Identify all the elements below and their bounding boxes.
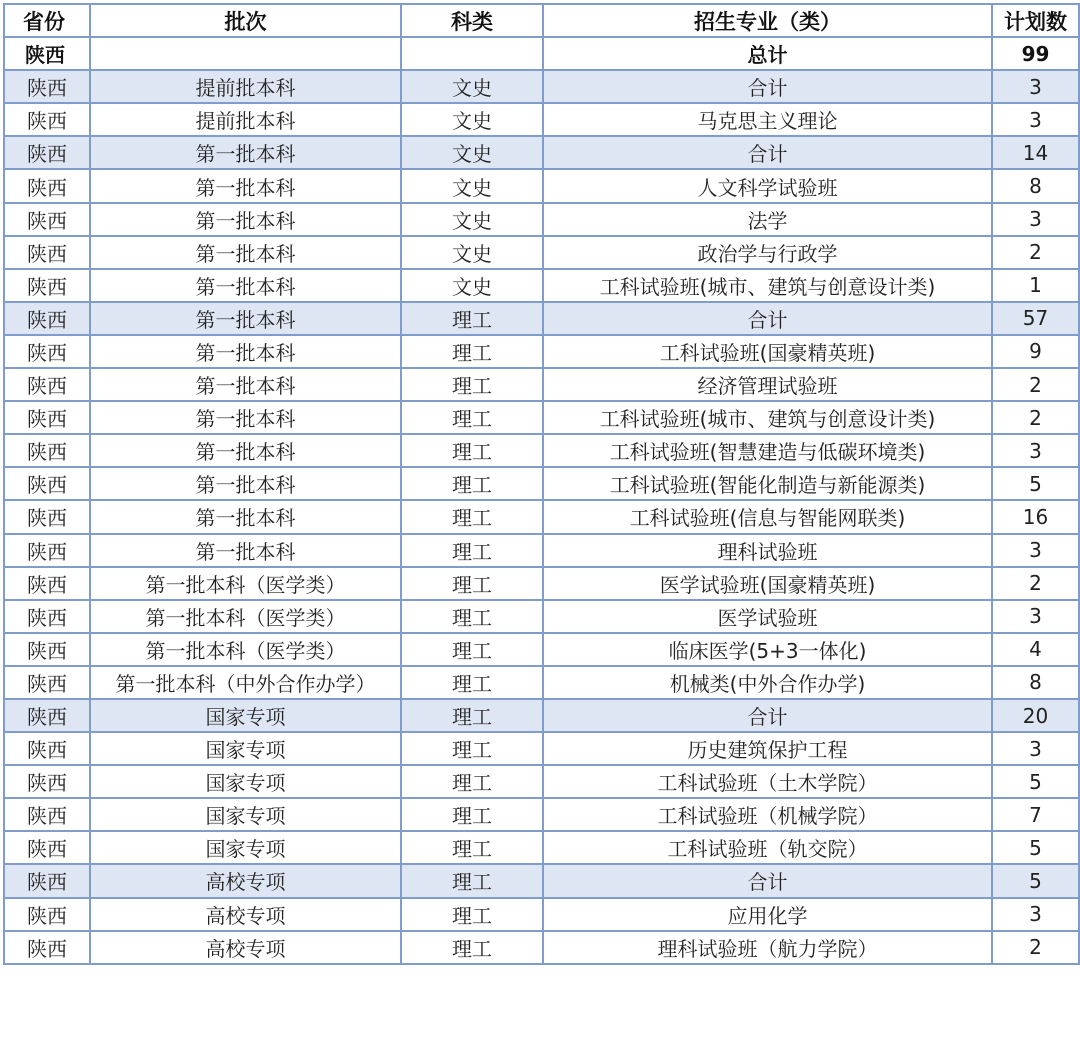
cell-batch: 第一批本科（医学类）	[90, 567, 401, 600]
cell-category: 文史	[401, 70, 543, 103]
table-row	[4, 534, 1079, 567]
cell-batch: 高校专项	[90, 864, 401, 897]
cell-province: 陕西	[4, 898, 90, 931]
cell-major: 政治学与行政学	[543, 236, 992, 269]
cell-plan: 1	[992, 269, 1079, 302]
cell-major: 理科试验班	[543, 534, 992, 567]
cell-plan: 3	[992, 434, 1079, 467]
cell-batch: 国家专项	[90, 732, 401, 765]
table-row	[4, 633, 1079, 666]
table-row	[4, 798, 1079, 831]
cell-plan: 8	[992, 666, 1079, 699]
table-row	[4, 368, 1079, 401]
total-category	[401, 37, 543, 70]
table-row	[4, 269, 1079, 302]
cell-major: 合计	[543, 302, 992, 335]
cell-batch: 第一批本科	[90, 368, 401, 401]
cell-major: 医学试验班	[543, 600, 992, 633]
cell-major: 工科试验班（轨交院）	[543, 831, 992, 864]
cell-province: 陕西	[4, 368, 90, 401]
cell-batch: 第一批本科	[90, 302, 401, 335]
cell-batch: 第一批本科（医学类）	[90, 633, 401, 666]
cell-province: 陕西	[4, 600, 90, 633]
cell-category: 理工	[401, 831, 543, 864]
table-row	[4, 898, 1079, 931]
cell-plan: 2	[992, 567, 1079, 600]
cell-category: 理工	[401, 864, 543, 897]
cell-major: 马克思主义理论	[543, 103, 992, 136]
cell-batch: 第一批本科	[90, 434, 401, 467]
table-row	[4, 831, 1079, 864]
cell-category: 理工	[401, 434, 543, 467]
table-row	[4, 765, 1079, 798]
cell-batch: 第一批本科（医学类）	[90, 600, 401, 633]
cell-category: 理工	[401, 401, 543, 434]
cell-batch: 国家专项	[90, 699, 401, 732]
cell-province: 陕西	[4, 798, 90, 831]
enrollment-plan-table	[3, 3, 1080, 965]
cell-major: 工科试验班(国豪精英班)	[543, 335, 992, 368]
cell-batch: 第一批本科	[90, 236, 401, 269]
cell-batch: 第一批本科	[90, 467, 401, 500]
cell-category: 理工	[401, 368, 543, 401]
cell-province: 陕西	[4, 500, 90, 533]
cell-province: 陕西	[4, 335, 90, 368]
cell-province: 陕西	[4, 666, 90, 699]
cell-plan: 3	[992, 534, 1079, 567]
cell-batch: 国家专项	[90, 798, 401, 831]
cell-category: 理工	[401, 798, 543, 831]
cell-batch: 第一批本科	[90, 169, 401, 202]
cell-plan: 3	[992, 732, 1079, 765]
cell-province: 陕西	[4, 931, 90, 964]
cell-batch: 第一批本科	[90, 534, 401, 567]
table-row	[4, 401, 1079, 434]
cell-province: 陕西	[4, 467, 90, 500]
cell-major: 医学试验班(国豪精英班)	[543, 567, 992, 600]
total-plan: 99	[992, 37, 1079, 70]
cell-plan: 5	[992, 864, 1079, 897]
table-row	[4, 666, 1079, 699]
table-row	[4, 335, 1079, 368]
cell-major: 工科试验班(智慧建造与低碳环境类)	[543, 434, 992, 467]
cell-major: 工科试验班(城市、建筑与创意设计类)	[543, 401, 992, 434]
header-category: 科类	[401, 4, 543, 37]
cell-major: 临床医学(5+3一体化)	[543, 633, 992, 666]
total-province: 陕西	[4, 37, 90, 70]
cell-category: 理工	[401, 467, 543, 500]
cell-province: 陕西	[4, 169, 90, 202]
cell-category: 理工	[401, 600, 543, 633]
cell-batch: 第一批本科（中外合作办学）	[90, 666, 401, 699]
cell-batch: 第一批本科	[90, 203, 401, 236]
cell-plan: 4	[992, 633, 1079, 666]
table-row	[4, 567, 1079, 600]
cell-province: 陕西	[4, 567, 90, 600]
cell-plan: 3	[992, 203, 1079, 236]
cell-plan: 20	[992, 699, 1079, 732]
cell-plan: 3	[992, 70, 1079, 103]
subtotal-row	[4, 864, 1079, 897]
cell-major: 历史建筑保护工程	[543, 732, 992, 765]
cell-major: 合计	[543, 864, 992, 897]
subtotal-row	[4, 699, 1079, 732]
cell-province: 陕西	[4, 236, 90, 269]
subtotal-row	[4, 136, 1079, 169]
cell-province: 陕西	[4, 699, 90, 732]
cell-major: 人文科学试验班	[543, 169, 992, 202]
table-row	[4, 236, 1079, 269]
cell-major: 应用化学	[543, 898, 992, 931]
cell-category: 文史	[401, 269, 543, 302]
table-row	[4, 169, 1079, 202]
table-header-row	[4, 4, 1079, 37]
cell-major: 工科试验班（土木学院）	[543, 765, 992, 798]
cell-major: 工科试验班(城市、建筑与创意设计类)	[543, 269, 992, 302]
cell-plan: 3	[992, 103, 1079, 136]
cell-province: 陕西	[4, 765, 90, 798]
cell-batch: 提前批本科	[90, 70, 401, 103]
cell-category: 理工	[401, 302, 543, 335]
cell-batch: 第一批本科	[90, 500, 401, 533]
table-row	[4, 500, 1079, 533]
cell-plan: 5	[992, 467, 1079, 500]
cell-province: 陕西	[4, 864, 90, 897]
cell-major: 工科试验班（机械学院）	[543, 798, 992, 831]
cell-plan: 14	[992, 136, 1079, 169]
cell-batch: 提前批本科	[90, 103, 401, 136]
cell-province: 陕西	[4, 269, 90, 302]
cell-major: 经济管理试验班	[543, 368, 992, 401]
table-row	[4, 931, 1079, 964]
cell-province: 陕西	[4, 70, 90, 103]
table-row	[4, 203, 1079, 236]
header-plan: 计划数	[992, 4, 1079, 37]
subtotal-row	[4, 70, 1079, 103]
cell-category: 理工	[401, 732, 543, 765]
cell-province: 陕西	[4, 136, 90, 169]
cell-plan: 57	[992, 302, 1079, 335]
cell-major: 合计	[543, 136, 992, 169]
table-row	[4, 732, 1079, 765]
cell-batch: 第一批本科	[90, 136, 401, 169]
header-batch: 批次	[90, 4, 401, 37]
cell-province: 陕西	[4, 401, 90, 434]
cell-plan: 2	[992, 401, 1079, 434]
subtotal-row	[4, 302, 1079, 335]
cell-plan: 9	[992, 335, 1079, 368]
total-row	[4, 37, 1079, 70]
cell-major: 工科试验班(信息与智能网联类)	[543, 500, 992, 533]
cell-province: 陕西	[4, 633, 90, 666]
cell-batch: 第一批本科	[90, 269, 401, 302]
cell-category: 理工	[401, 335, 543, 368]
header-major: 招生专业（类）	[543, 4, 992, 37]
header-province: 省份	[4, 4, 90, 37]
cell-plan: 5	[992, 831, 1079, 864]
cell-category: 理工	[401, 699, 543, 732]
cell-category: 理工	[401, 898, 543, 931]
cell-plan: 3	[992, 898, 1079, 931]
cell-batch: 国家专项	[90, 765, 401, 798]
cell-category: 理工	[401, 931, 543, 964]
cell-batch: 高校专项	[90, 898, 401, 931]
cell-major: 机械类(中外合作办学)	[543, 666, 992, 699]
table-body	[4, 37, 1079, 964]
cell-major: 工科试验班(智能化制造与新能源类)	[543, 467, 992, 500]
cell-category: 文史	[401, 203, 543, 236]
cell-batch: 国家专项	[90, 831, 401, 864]
cell-category: 理工	[401, 500, 543, 533]
cell-category: 文史	[401, 236, 543, 269]
cell-major: 合计	[543, 699, 992, 732]
table-row	[4, 103, 1079, 136]
cell-plan: 2	[992, 368, 1079, 401]
cell-category: 文史	[401, 136, 543, 169]
cell-plan: 3	[992, 600, 1079, 633]
cell-province: 陕西	[4, 203, 90, 236]
cell-category: 文史	[401, 103, 543, 136]
cell-category: 理工	[401, 666, 543, 699]
cell-category: 理工	[401, 567, 543, 600]
cell-plan: 2	[992, 236, 1079, 269]
cell-plan: 16	[992, 500, 1079, 533]
cell-province: 陕西	[4, 434, 90, 467]
cell-province: 陕西	[4, 103, 90, 136]
cell-batch: 高校专项	[90, 931, 401, 964]
table-row	[4, 434, 1079, 467]
cell-plan: 5	[992, 765, 1079, 798]
cell-major: 理科试验班（航力学院）	[543, 931, 992, 964]
cell-province: 陕西	[4, 302, 90, 335]
cell-category: 理工	[401, 765, 543, 798]
cell-province: 陕西	[4, 534, 90, 567]
cell-plan: 2	[992, 931, 1079, 964]
cell-category: 理工	[401, 534, 543, 567]
cell-batch: 第一批本科	[90, 335, 401, 368]
cell-category: 理工	[401, 633, 543, 666]
total-batch	[90, 37, 401, 70]
total-major: 总计	[543, 37, 992, 70]
cell-batch: 第一批本科	[90, 401, 401, 434]
cell-plan: 7	[992, 798, 1079, 831]
cell-category: 文史	[401, 169, 543, 202]
cell-plan: 8	[992, 169, 1079, 202]
cell-major: 法学	[543, 203, 992, 236]
table-row	[4, 600, 1079, 633]
cell-province: 陕西	[4, 831, 90, 864]
cell-major: 合计	[543, 70, 992, 103]
table-row	[4, 467, 1079, 500]
cell-province: 陕西	[4, 732, 90, 765]
